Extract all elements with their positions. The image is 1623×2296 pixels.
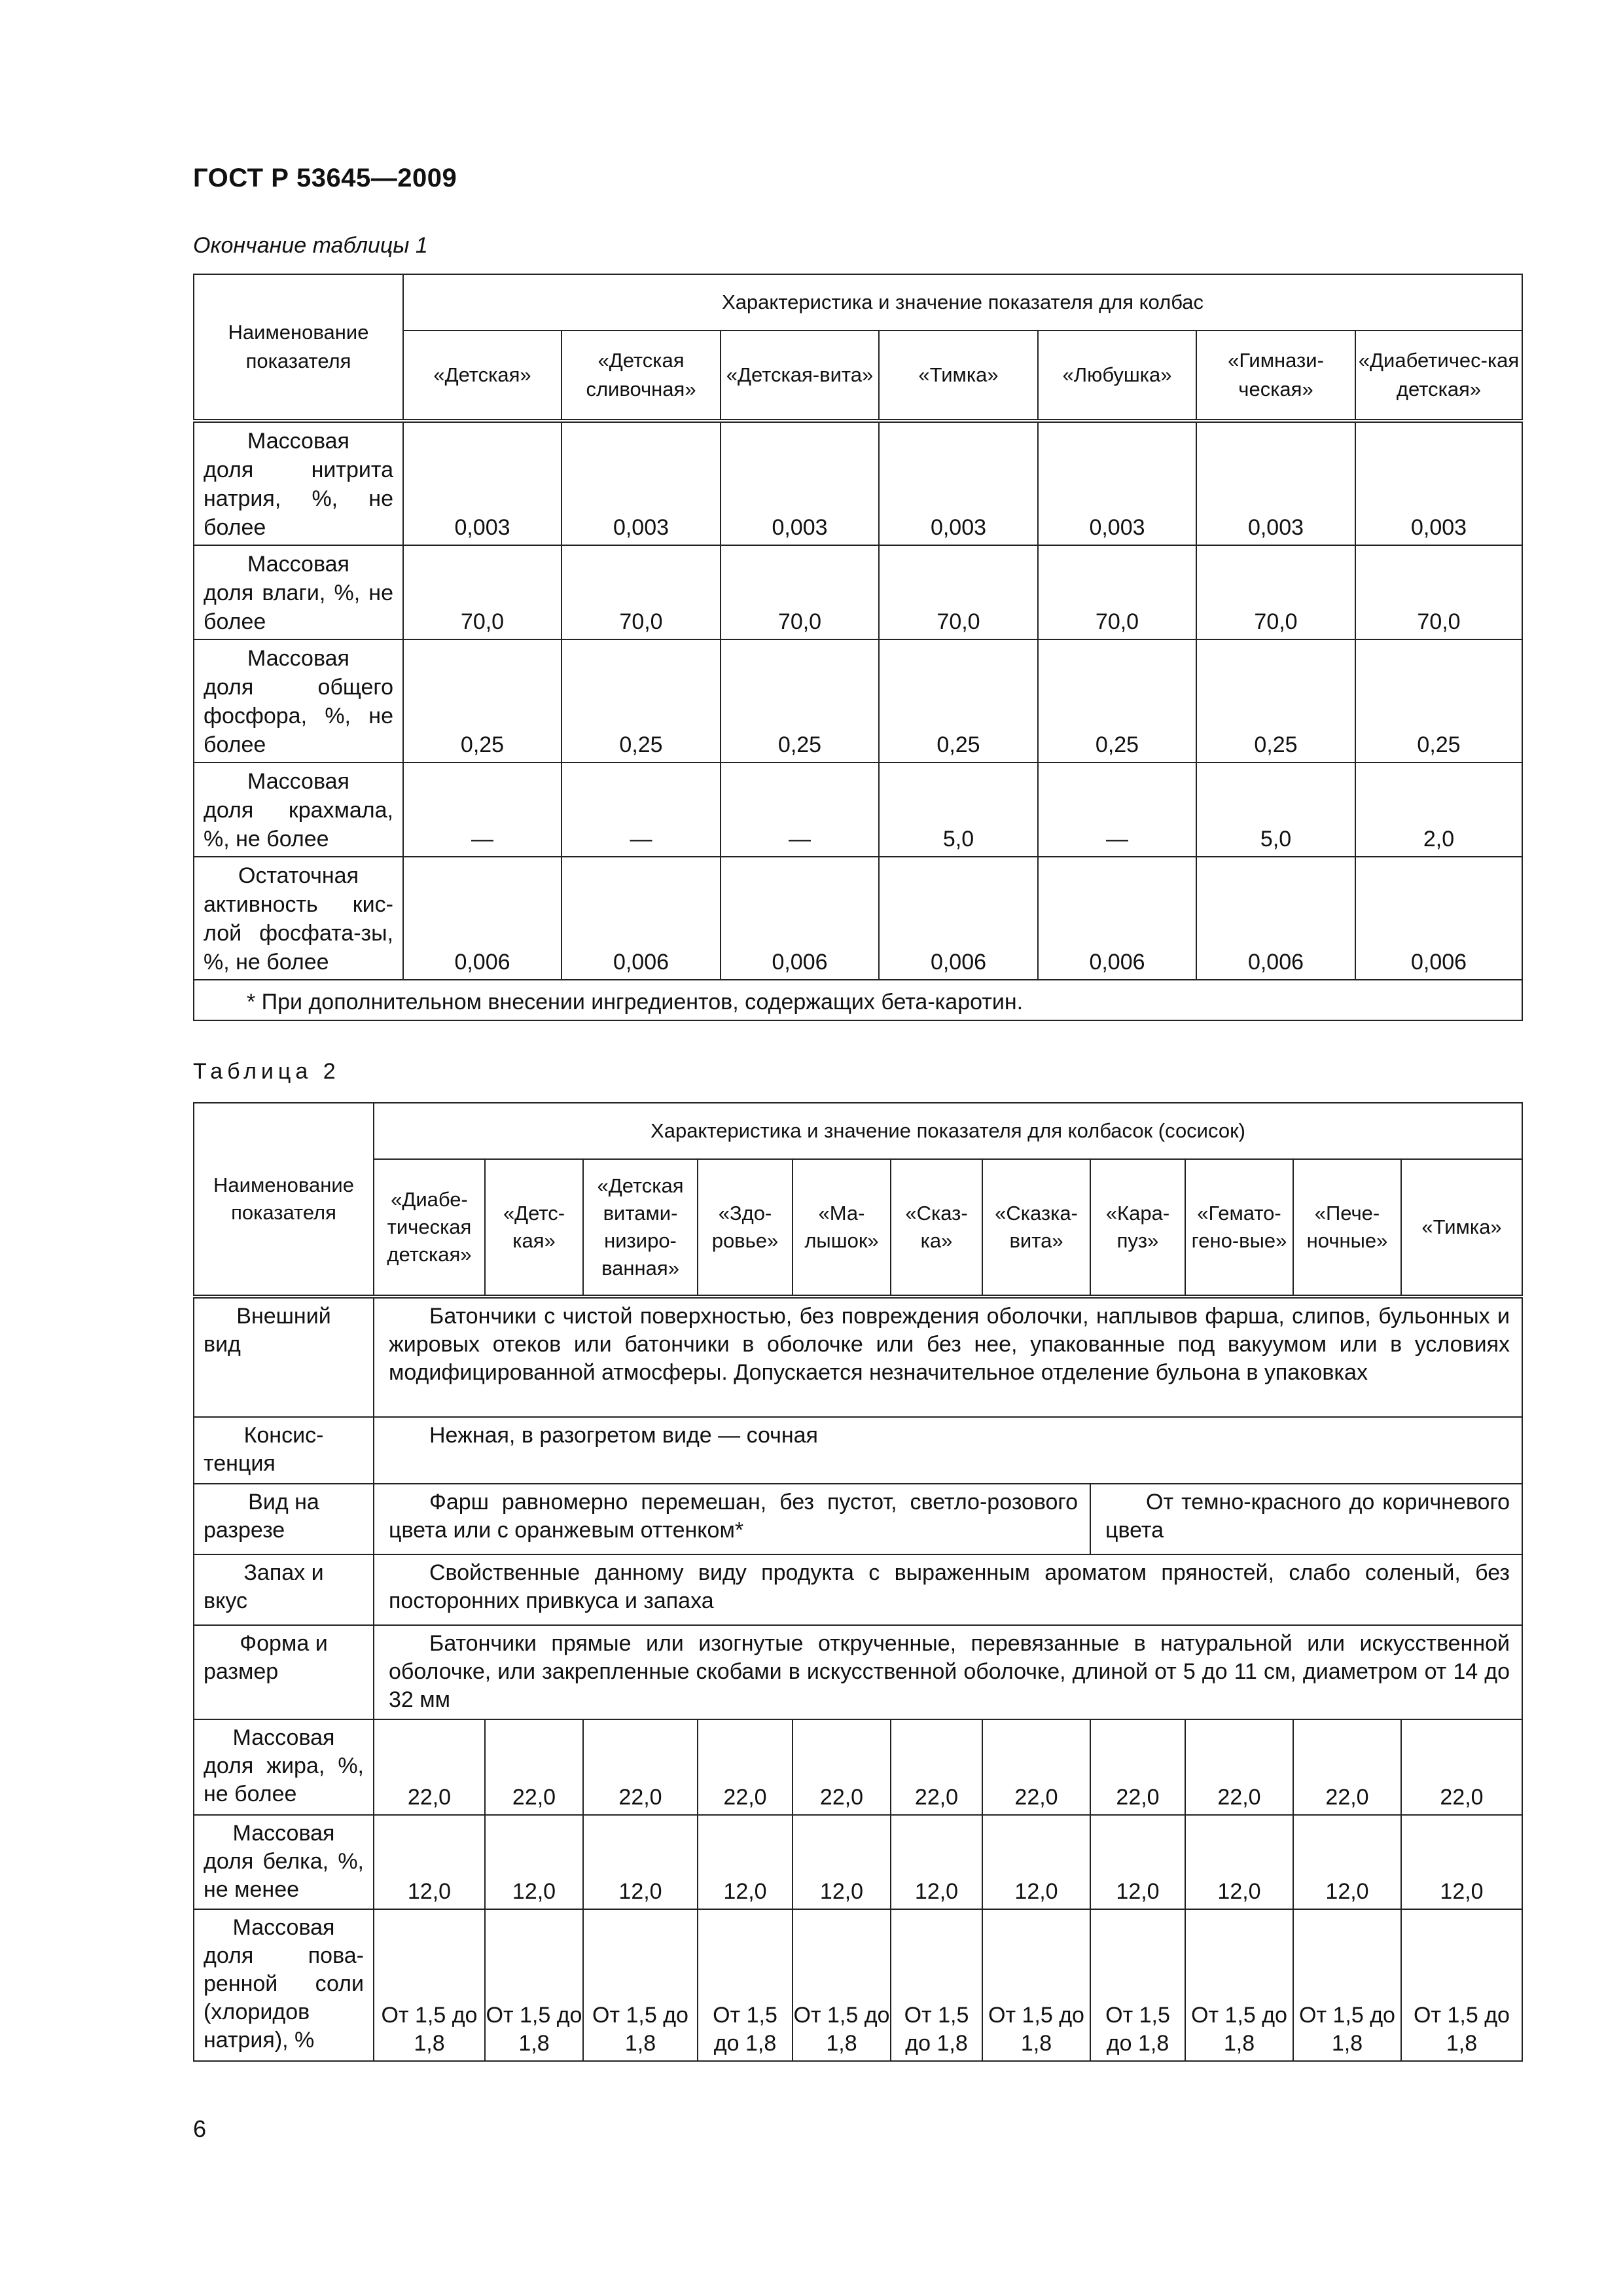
table1-caption: Окончание таблицы 1: [193, 233, 428, 258]
row-name-first: Остаточная: [238, 863, 359, 888]
row-text-content: От темно-красного до коричневого цвета: [1105, 1490, 1510, 1543]
row-name-first: Внешний: [236, 1304, 331, 1329]
table2-name-header: Наименование показателя: [194, 1103, 374, 1297]
cell-value: 12,0: [1293, 1815, 1401, 1909]
table2-col-header: «Пече-ночные»: [1293, 1159, 1401, 1297]
cell-value: 0,25: [403, 639, 562, 762]
row-name-rest: вид: [204, 1332, 241, 1357]
row-name-first: Массовая: [232, 1725, 335, 1750]
cell-value: 22,0: [1293, 1719, 1401, 1815]
cell-value: 2,0: [1355, 762, 1522, 857]
table1-col-header: «Диабетичес-кая детская»: [1355, 331, 1522, 421]
row-name-first: Массовая: [247, 646, 349, 671]
table-row: [194, 1417, 1522, 1484]
cell-value: От 1,5 до 1,8: [698, 1909, 793, 2061]
row-name-rest: доля жира, %, не более: [204, 1753, 364, 1806]
cell-value: —: [721, 762, 879, 857]
row-name-rest: доля нитрита натрия, %, не более: [204, 457, 393, 540]
row-name-rest: доля общего фосфора, %, не более: [204, 675, 393, 757]
row-text-content: Нежная, в разогретом виде — сочная: [429, 1423, 818, 1448]
cell-value: 12,0: [374, 1815, 485, 1909]
table1-group-header: Характеристика и значение показателя для колбас: [403, 274, 1522, 331]
cell-value: 0,25: [1038, 639, 1196, 762]
table-row: [194, 639, 1522, 762]
cell-value: 5,0: [879, 762, 1038, 857]
cell-value: 22,0: [485, 1719, 583, 1815]
table-row: [194, 857, 1522, 980]
cell-value: 5,0: [1196, 762, 1355, 857]
cell-value: 12,0: [891, 1815, 982, 1909]
table2-col-header: «Здо-ровье»: [698, 1159, 793, 1297]
cell-value: —: [1038, 762, 1196, 857]
row-name: [194, 1554, 374, 1625]
cell-value: 0,003: [721, 421, 879, 545]
row-name: [194, 1909, 374, 2061]
table1-name-header: Наименование показателя: [194, 274, 403, 421]
cell-value: 22,0: [1090, 1719, 1185, 1815]
cell-value: 12,0: [1185, 1815, 1293, 1909]
cell-value: 0,003: [879, 421, 1038, 545]
row-text: [374, 1625, 1522, 1719]
table2-col-header: «Ма-лышок»: [793, 1159, 891, 1297]
cell-value: 0,006: [403, 857, 562, 980]
table2-group-header: Характеристика и значение показателя для колбасок (сосисок): [374, 1103, 1522, 1159]
cell-value: 0,25: [1355, 639, 1522, 762]
cell-value: 22,0: [583, 1719, 698, 1815]
cell-value: 12,0: [793, 1815, 891, 1909]
row-text-right: [1090, 1484, 1522, 1554]
row-name: [194, 1297, 374, 1417]
row-name-first: Консис-: [243, 1423, 324, 1448]
page-number: 6: [193, 2115, 207, 2142]
table1: [193, 274, 1523, 1021]
table1-col-header: «Детская-вита»: [721, 331, 879, 421]
cell-value: 22,0: [698, 1719, 793, 1815]
table1-col-header: «Тимка»: [879, 331, 1038, 421]
cell-value: 22,0: [891, 1719, 982, 1815]
cell-value: 22,0: [793, 1719, 891, 1815]
cell-value: От 1,5 до 1,8: [485, 1909, 583, 2061]
row-text-left: [374, 1484, 1090, 1554]
row-text-content: Свойственные данному виду продукта с выраженным ароматом пряностей, слабо соленый, без посторонних привкуса и запаха: [389, 1560, 1510, 1613]
cell-value: 0,003: [403, 421, 562, 545]
cell-value: 0,003: [562, 421, 721, 545]
table1-col-header: «Любушка»: [1038, 331, 1196, 421]
cell-value: 12,0: [583, 1815, 698, 1909]
row-text: [374, 1297, 1522, 1417]
cell-value: 12,0: [698, 1815, 793, 1909]
cell-value: 22,0: [1401, 1719, 1522, 1815]
table2-col-header: «Сказ-ка»: [891, 1159, 982, 1297]
table2-col-header: «Детс-кая»: [485, 1159, 583, 1297]
table-row: [194, 1297, 1522, 1417]
row-name-rest: разрезе: [204, 1518, 285, 1543]
table2-caption: Таблица 2: [193, 1059, 340, 1084]
cell-value: 70,0: [721, 545, 879, 639]
cell-value: —: [562, 762, 721, 857]
cell-value: 22,0: [1185, 1719, 1293, 1815]
table-row: [194, 1554, 1522, 1625]
row-name-rest: размер: [204, 1659, 279, 1684]
cell-value: 12,0: [485, 1815, 583, 1909]
row-name: [194, 639, 403, 762]
cell-value: 12,0: [1090, 1815, 1185, 1909]
cell-value: 70,0: [1038, 545, 1196, 639]
table2-col-header: «Детская витами-низиро-ванная»: [583, 1159, 698, 1297]
table-row: [194, 1625, 1522, 1719]
cell-value: 70,0: [1196, 545, 1355, 639]
row-name: [194, 421, 403, 545]
cell-value: От 1,5 до 1,8: [374, 1909, 485, 2061]
cell-value: 0,006: [1355, 857, 1522, 980]
document-header: ГОСТ Р 53645—2009: [193, 164, 457, 192]
table-row: [194, 1484, 1522, 1554]
cell-value: 70,0: [879, 545, 1038, 639]
row-name: [194, 1625, 374, 1719]
cell-value: 0,003: [1355, 421, 1522, 545]
row-name: [194, 1417, 374, 1484]
row-name-rest: вкус: [204, 1588, 247, 1613]
cell-value: 0,006: [1196, 857, 1355, 980]
row-name-first: Форма и: [240, 1631, 328, 1656]
cell-value: От 1,5 до 1,8: [1090, 1909, 1185, 2061]
cell-value: От 1,5 до 1,8: [1293, 1909, 1401, 2061]
row-name-first: Запах и: [243, 1560, 324, 1585]
row-text-content: Батончики с чистой поверхностью, без повреждения оболочки, наплывов фарша, слипов, бульонных и жировых отеков или батончики в оболочке или без нее, упакованные под вакуумом или в условиях модифицированной атмосферы. Допускается незначительное отделение бульона в упаковках: [389, 1304, 1510, 1385]
row-name: [194, 545, 403, 639]
cell-value: 22,0: [982, 1719, 1090, 1815]
row-name: [194, 1815, 374, 1909]
cell-value: 0,25: [879, 639, 1038, 762]
row-name-first: Вид на: [248, 1490, 319, 1515]
cell-value: 0,25: [1196, 639, 1355, 762]
row-name-first: Массовая: [232, 1821, 335, 1846]
cell-value: —: [403, 762, 562, 857]
row-text-content: Фарш равномерно перемешан, без пустот, светло-розового цвета или с оранжевым оттенком*: [389, 1490, 1078, 1543]
row-name: [194, 1484, 374, 1554]
row-text: [374, 1417, 1522, 1484]
cell-value: 0,006: [562, 857, 721, 980]
cell-value: 22,0: [374, 1719, 485, 1815]
table-row: [194, 1719, 1522, 1815]
row-name-first: Массовая: [247, 552, 349, 577]
row-name-rest: доля влаги, %, не более: [204, 581, 393, 634]
cell-value: От 1,5 до 1,8: [583, 1909, 698, 2061]
cell-value: 12,0: [982, 1815, 1090, 1909]
row-name-first: Массовая: [247, 769, 349, 794]
table1-col-header: «Детская сливочная»: [562, 331, 721, 421]
cell-value: От 1,5 до 1,8: [1401, 1909, 1522, 2061]
cell-value: 0,006: [1038, 857, 1196, 980]
cell-value: 0,006: [879, 857, 1038, 980]
cell-value: 0,25: [721, 639, 879, 762]
table-row: [194, 1815, 1522, 1909]
table-row: [194, 1909, 1522, 2061]
row-name-rest: тенция: [204, 1451, 276, 1476]
cell-value: 12,0: [1401, 1815, 1522, 1909]
table-row: [194, 762, 1522, 857]
table-row: [194, 545, 1522, 639]
row-name-rest: доля белка, %, не менее: [204, 1849, 364, 1902]
table1-col-header: «Гимнази-ческая»: [1196, 331, 1355, 421]
cell-value: 70,0: [562, 545, 721, 639]
table2-col-header: «Кара-пуз»: [1090, 1159, 1185, 1297]
table2-col-header: «Гемато-гено-вые»: [1185, 1159, 1293, 1297]
cell-value: От 1,5 до 1,8: [793, 1909, 891, 2061]
row-name: [194, 762, 403, 857]
table2: [193, 1102, 1523, 2062]
table2-col-header: «Диабе-тическая детская»: [374, 1159, 485, 1297]
cell-value: От 1,5 до 1,8: [891, 1909, 982, 2061]
row-name-rest: доля крахмала, %, не более: [204, 798, 393, 852]
row-name-rest: доля пова-ренной соли (хлоридов натрия), %: [204, 1943, 364, 2053]
cell-value: 0,003: [1196, 421, 1355, 545]
cell-value: 0,003: [1038, 421, 1196, 545]
cell-value: 0,006: [721, 857, 879, 980]
row-name: [194, 1719, 374, 1815]
cell-value: От 1,5 до 1,8: [1185, 1909, 1293, 2061]
cell-value: От 1,5 до 1,8: [982, 1909, 1090, 2061]
row-text: [374, 1554, 1522, 1625]
row-text-content: Батончики прямые или изогнутые открученные, перевязанные в натуральной или искусственной оболочке, или закрепленные скобами в искусственной оболочке, длиной от 5 до 11 см, диаметром от 14 до 32 мм: [389, 1631, 1510, 1712]
table1-col-header: «Детская»: [403, 331, 562, 421]
table1-footnote: * При дополнительном внесении ингредиентов, содержащих бета-каротин.: [194, 980, 1522, 1020]
row-name-rest: активность кис-лой фосфата-зы, %, не более: [204, 892, 393, 975]
cell-value: 70,0: [1355, 545, 1522, 639]
table-row: [194, 421, 1522, 545]
table2-col-header: «Сказка-вита»: [982, 1159, 1090, 1297]
row-name-first: Массовая: [232, 1915, 335, 1940]
row-name-first: Массовая: [247, 429, 349, 454]
cell-value: 70,0: [403, 545, 562, 639]
table2-col-header: «Тимка»: [1401, 1159, 1522, 1297]
row-name: [194, 857, 403, 980]
cell-value: 0,25: [562, 639, 721, 762]
